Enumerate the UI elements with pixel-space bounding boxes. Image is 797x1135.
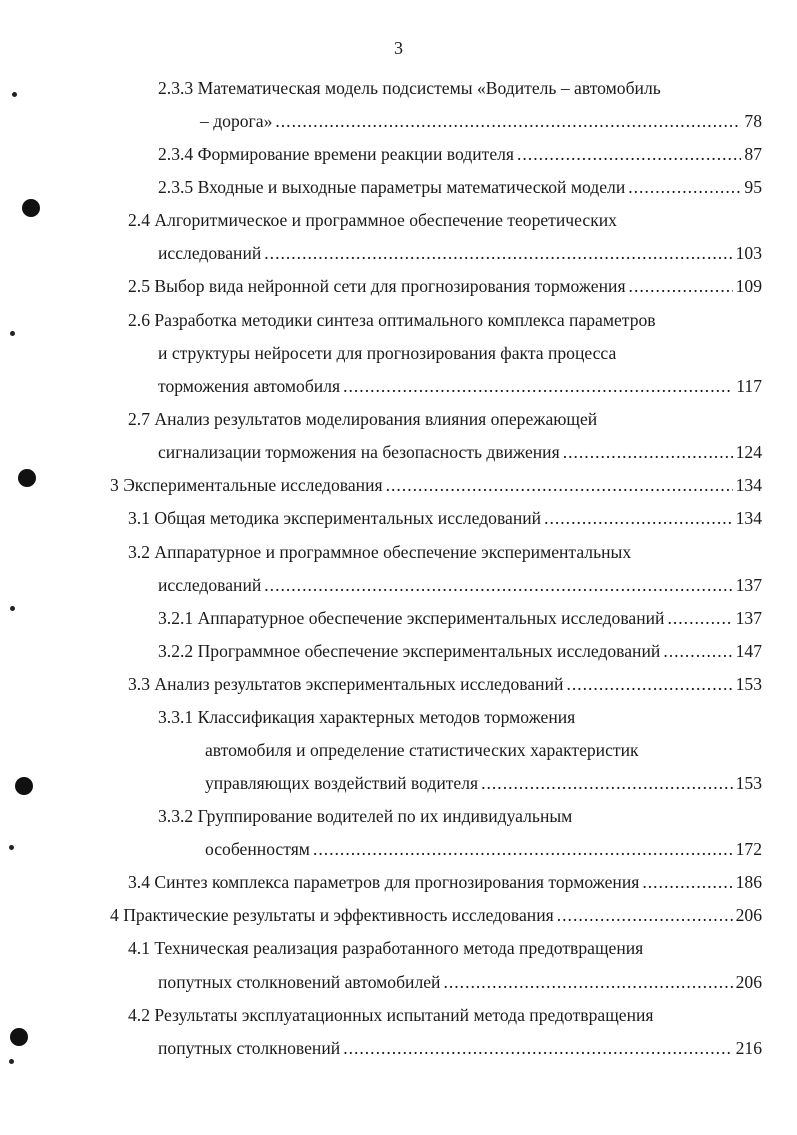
toc-entry xyxy=(128,275,762,297)
binder-hole xyxy=(22,199,40,217)
toc-entry-page: 153 xyxy=(735,674,762,694)
toc-entry xyxy=(128,1004,654,1026)
toc-entry xyxy=(158,342,616,364)
toc-entry-page: 206 xyxy=(735,905,762,925)
toc-entry-page: 137 xyxy=(735,608,762,628)
toc-entry-title: 3.3.1 Классификация характерных методов торможения xyxy=(158,707,576,727)
toc-entry xyxy=(205,739,639,761)
toc-entry xyxy=(158,143,762,165)
toc-entry xyxy=(128,937,643,959)
toc-entry-title: 3.1 Общая методика экспериментальных исследований xyxy=(128,508,542,528)
toc-entry-title: сигнализации торможения на безопасность движения xyxy=(158,442,560,462)
toc-leader-dots xyxy=(629,275,733,297)
toc-entry-title: 3 Экспериментальные исследования xyxy=(110,475,383,495)
toc-leader-dots xyxy=(481,772,733,794)
toc-entry xyxy=(158,607,762,629)
toc-entry-title: 3.2.2 Программное обеспечение экспериментальных исследований xyxy=(158,641,661,661)
toc-entry-title: 3.2.1 Аппаратурное обеспечение экспериментальных исследований xyxy=(158,608,665,628)
toc-entry-title: автомобиля и определение статистических характеристик xyxy=(205,740,639,760)
toc-entry xyxy=(128,871,762,893)
toc-entry-page: 186 xyxy=(735,872,762,892)
toc-leader-dots xyxy=(667,607,732,629)
toc-entry xyxy=(158,805,572,827)
toc-leader-dots xyxy=(544,507,733,529)
toc-leader-dots xyxy=(264,242,732,264)
toc-entry-page: 134 xyxy=(735,508,762,528)
toc-entry xyxy=(128,408,597,430)
toc-entry-title: попутных столкновений автомобилей xyxy=(158,972,441,992)
toc-entry xyxy=(205,838,762,860)
toc-entry-page: 172 xyxy=(735,839,762,859)
toc-entry-title: 3.3.2 Группирование водителей по их индивидуальным xyxy=(158,806,573,826)
toc-leader-dots xyxy=(557,904,733,926)
toc-entry-page: 103 xyxy=(735,243,762,263)
binder-hole xyxy=(18,469,36,487)
toc-entry xyxy=(110,474,762,496)
toc-entry xyxy=(158,1037,762,1059)
toc-entry xyxy=(205,772,762,794)
toc-entry-title: 2.6 Разработка методики синтеза оптимального комплекса параметров xyxy=(128,310,656,330)
binder-hole xyxy=(10,1028,28,1046)
toc-entry xyxy=(128,209,617,231)
toc-entry-title: 2.3.5 Входные и выходные параметры математической модели xyxy=(158,177,626,197)
scan-speck xyxy=(9,845,14,850)
toc-entry xyxy=(128,309,656,331)
toc-entry-page: 124 xyxy=(735,442,762,462)
toc-entry xyxy=(158,640,762,662)
toc-leader-dots xyxy=(443,971,732,993)
toc-entry-title: и структуры нейросети для прогнозирования факта процесса xyxy=(158,343,617,363)
scan-speck xyxy=(10,331,15,336)
scan-speck xyxy=(9,1059,14,1064)
toc-entry xyxy=(158,176,762,198)
toc-entry-title: исследований xyxy=(158,575,262,595)
toc-leader-dots xyxy=(566,673,732,695)
scan-speck xyxy=(12,92,17,97)
toc-entry-page: 134 xyxy=(735,475,762,495)
toc-leader-dots xyxy=(386,474,733,496)
toc-entry xyxy=(128,541,631,563)
toc-entry-title: – дорога» xyxy=(200,111,273,131)
toc-leader-dots xyxy=(642,871,732,893)
toc-entry xyxy=(110,904,762,926)
toc-entry-page: 206 xyxy=(735,972,762,992)
toc-leader-dots xyxy=(663,640,732,662)
toc-entry xyxy=(158,242,762,264)
toc-entry-page: 109 xyxy=(735,276,762,296)
toc-entry xyxy=(158,971,762,993)
toc-entry-title: 4 Практические результаты и эффективность исследования xyxy=(110,905,554,925)
toc-entry xyxy=(158,574,762,596)
toc-entry-title: торможения автомобиля xyxy=(158,376,341,396)
toc-entry-title: исследований xyxy=(158,243,262,263)
toc-entry-title: 2.3.3 Математическая модель подсистемы «Водитель – автомобиль xyxy=(158,78,661,98)
toc-entry-title: управляющих воздействий водителя xyxy=(205,773,479,793)
toc-entry-title: попутных столкновений xyxy=(158,1038,341,1058)
toc-entry-title: 2.7 Анализ результатов моделирования влияния опережающей xyxy=(128,409,598,429)
toc-leader-dots xyxy=(343,1037,732,1059)
toc-entry-title: 3.3 Анализ результатов экспериментальных исследований xyxy=(128,674,564,694)
toc-entry-title: 3.4 Синтез комплекса параметров для прогнозирования торможения xyxy=(128,872,640,892)
toc-entry-page: 216 xyxy=(735,1038,762,1058)
toc-leader-dots xyxy=(343,375,733,397)
toc-entry-title: 2.5 Выбор вида нейронной сети для прогнозирования торможения xyxy=(128,276,626,296)
toc-entry xyxy=(158,77,661,99)
toc-entry-page: 95 xyxy=(744,177,762,197)
toc-leader-dots xyxy=(313,838,733,860)
toc-entry-title: особенностям xyxy=(205,839,310,859)
toc-entry-title: 2.4 Алгоритмическое и программное обеспечение теоретических xyxy=(128,210,617,230)
binder-hole xyxy=(15,777,33,795)
page-number: 3 xyxy=(394,38,403,58)
toc-entry xyxy=(200,110,762,132)
toc-entry xyxy=(158,441,762,463)
toc-entry-page: 87 xyxy=(744,144,762,164)
toc-leader-dots xyxy=(628,176,741,198)
toc-leader-dots xyxy=(275,110,741,132)
scan-speck xyxy=(10,606,15,611)
toc-entry-page: 137 xyxy=(735,575,762,595)
toc-entry-title: 4.1 Техническая реализация разработанного метода предотвращения xyxy=(128,938,644,958)
toc-entry-title: 4.2 Результаты эксплуатационных испытаний метода предотвращения xyxy=(128,1005,654,1025)
toc-leader-dots xyxy=(264,574,732,596)
toc-entry xyxy=(158,706,575,728)
toc-entry xyxy=(158,375,762,397)
toc-leader-dots xyxy=(563,441,733,463)
toc-entry xyxy=(128,507,762,529)
toc-entry-title: 3.2 Аппаратурное и программное обеспечение экспериментальных xyxy=(128,542,632,562)
toc-entry-page: 117 xyxy=(736,376,762,396)
toc-entry-page: 78 xyxy=(744,111,762,131)
toc-entry-title: 2.3.4 Формирование времени реакции водителя xyxy=(158,144,514,164)
toc-entry xyxy=(128,673,762,695)
toc-entry-page: 153 xyxy=(735,773,762,793)
toc-leader-dots xyxy=(517,143,741,165)
toc-entry-page: 147 xyxy=(735,641,762,661)
